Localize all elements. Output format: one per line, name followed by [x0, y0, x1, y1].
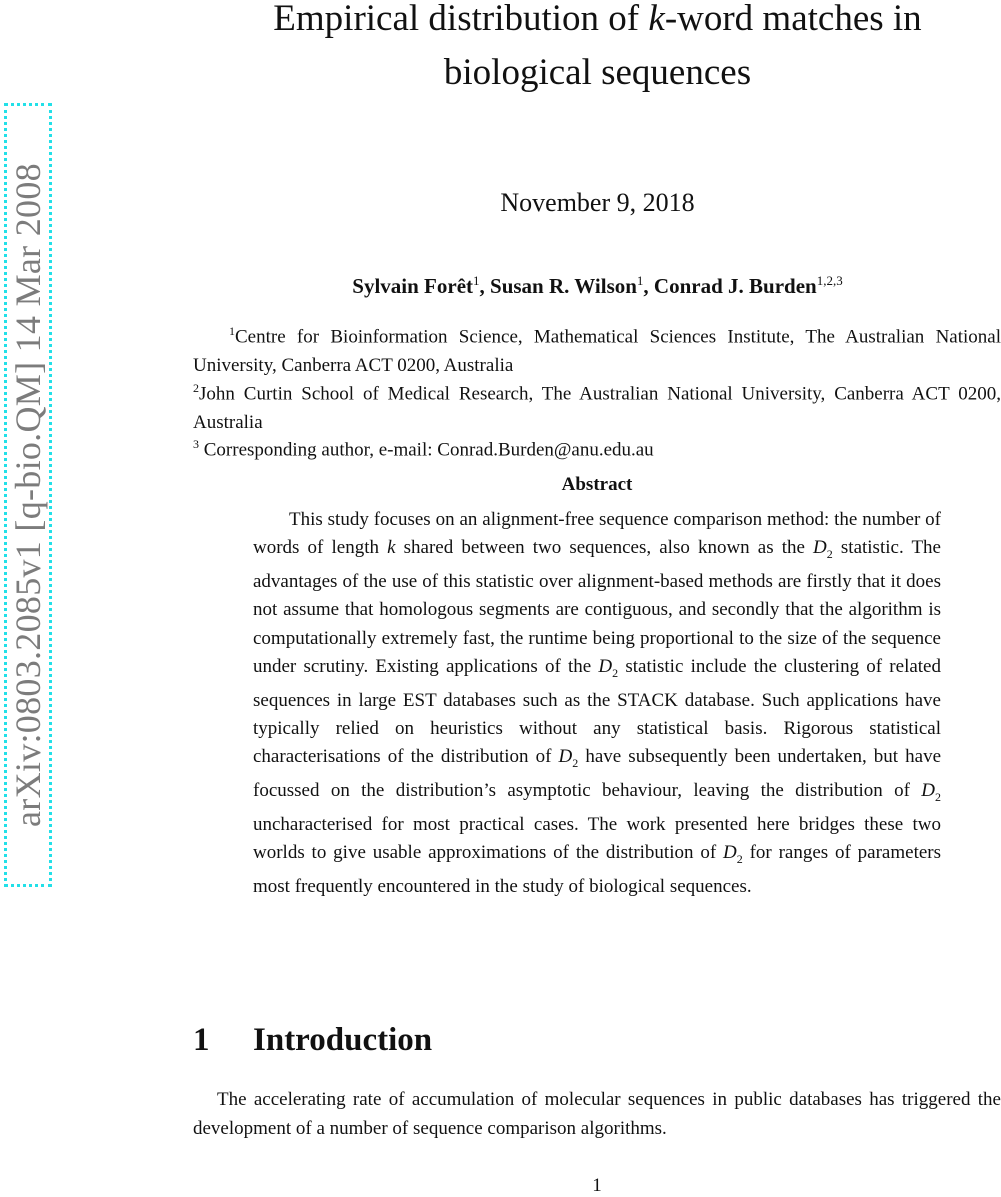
abstract-segment: shared between two sequences, also known as the	[395, 537, 814, 559]
abstract-text	[253, 506, 941, 902]
math-subscript: 2	[572, 756, 579, 771]
affiliation-text: Centre for Bioinformation Science, Mathematical Sciences Institute, The Australian National University, Canberra ACT 0200, Australia	[193, 326, 1001, 376]
math-subscript: 2	[612, 665, 619, 680]
author-affil-marker: 1	[636, 273, 644, 288]
math-d: D	[723, 842, 737, 864]
math-subscript: 2	[736, 852, 743, 867]
math-d: D	[558, 746, 573, 768]
affiliation-marker: 2	[193, 381, 199, 395]
affiliation-text: Corresponding author, e-mail: Conrad.Burden@anu.edu.au	[199, 439, 654, 461]
author-list	[195, 273, 1000, 299]
author-affil-marker: 1,2,3	[816, 273, 843, 288]
math-k: k	[387, 537, 396, 559]
affiliation-3	[193, 430, 1001, 465]
title-part-2: -word matches in biological sequences	[443, 0, 922, 93]
paper-title	[195, 0, 1000, 100]
math-d: D	[598, 655, 613, 677]
arxiv-identifier: arXiv:0803.2085v1 [q-bio.QM] 14 Mar 2008	[8, 163, 48, 827]
abstract-heading: Abstract	[561, 474, 633, 495]
section-title: Introduction	[253, 1022, 433, 1058]
abstract-segment: statistic. The advantages of the use of this statistic over alignment-based methods are firstly that it does not assume that homologous segments are contiguous, and secondly that the algorithm is computationally extremely fast, the runtime being proportional to the size of the sequence under scrutiny. Existing applications of the	[253, 537, 941, 677]
abstract-segment: This study focuses on an alignment-free sequence comparison method: the number of words of length	[253, 509, 941, 559]
affiliation-marker: 3	[193, 437, 199, 451]
affiliation-1	[193, 317, 1001, 380]
author-name: Susan R. Wilson	[490, 274, 637, 298]
title-part-1: Empirical distribution of	[273, 0, 649, 39]
title-k: k	[648, 0, 665, 39]
page-number: 1	[592, 1175, 602, 1196]
author-separator: ,	[479, 274, 491, 298]
author-affil-marker: 1	[473, 273, 480, 288]
math-subscript: 2	[826, 547, 833, 561]
paper-date: November 9, 2018	[500, 188, 695, 217]
math-d: D	[921, 780, 935, 802]
affiliation-text: John Curtin School of Medical Research, The Australian National University, Canberra ACT 0200, Australia	[193, 383, 1001, 433]
abstract-segment: statistic include the clustering of related sequences in large EST databases such as the STACK database. Such applications have typically relied on heuristics without any statistical basis. Rigorous statistical characterisations of the distribution of	[253, 655, 941, 768]
affiliation-2	[193, 374, 1001, 437]
intro-paragraph: The accelerating rate of accumulation of molecular sequences in public databases has triggered the development of a number of sequence comparison algorithms.	[193, 1089, 1001, 1139]
abstract-segment: have subsequently been undertaken, but have focussed on the distribution’s asymptotic behaviour, leaving the distribution of	[253, 746, 942, 802]
abstract-segment: uncharacterised for most practical cases. The work presented here bridges these two worlds to give usable approximations of the distribution of	[253, 814, 941, 864]
math-subscript: 2	[935, 790, 941, 805]
author-separator: ,	[643, 274, 654, 298]
affiliation-marker: 1	[229, 324, 235, 338]
author-name: Sylvain Forêt	[352, 274, 474, 298]
author-name: Conrad J. Burden	[653, 274, 817, 298]
section-number: 1	[193, 1022, 210, 1058]
abstract-segment: for ranges of parameters most frequently encountered in the study of biological sequences.	[253, 842, 941, 898]
math-d: D	[813, 537, 827, 559]
